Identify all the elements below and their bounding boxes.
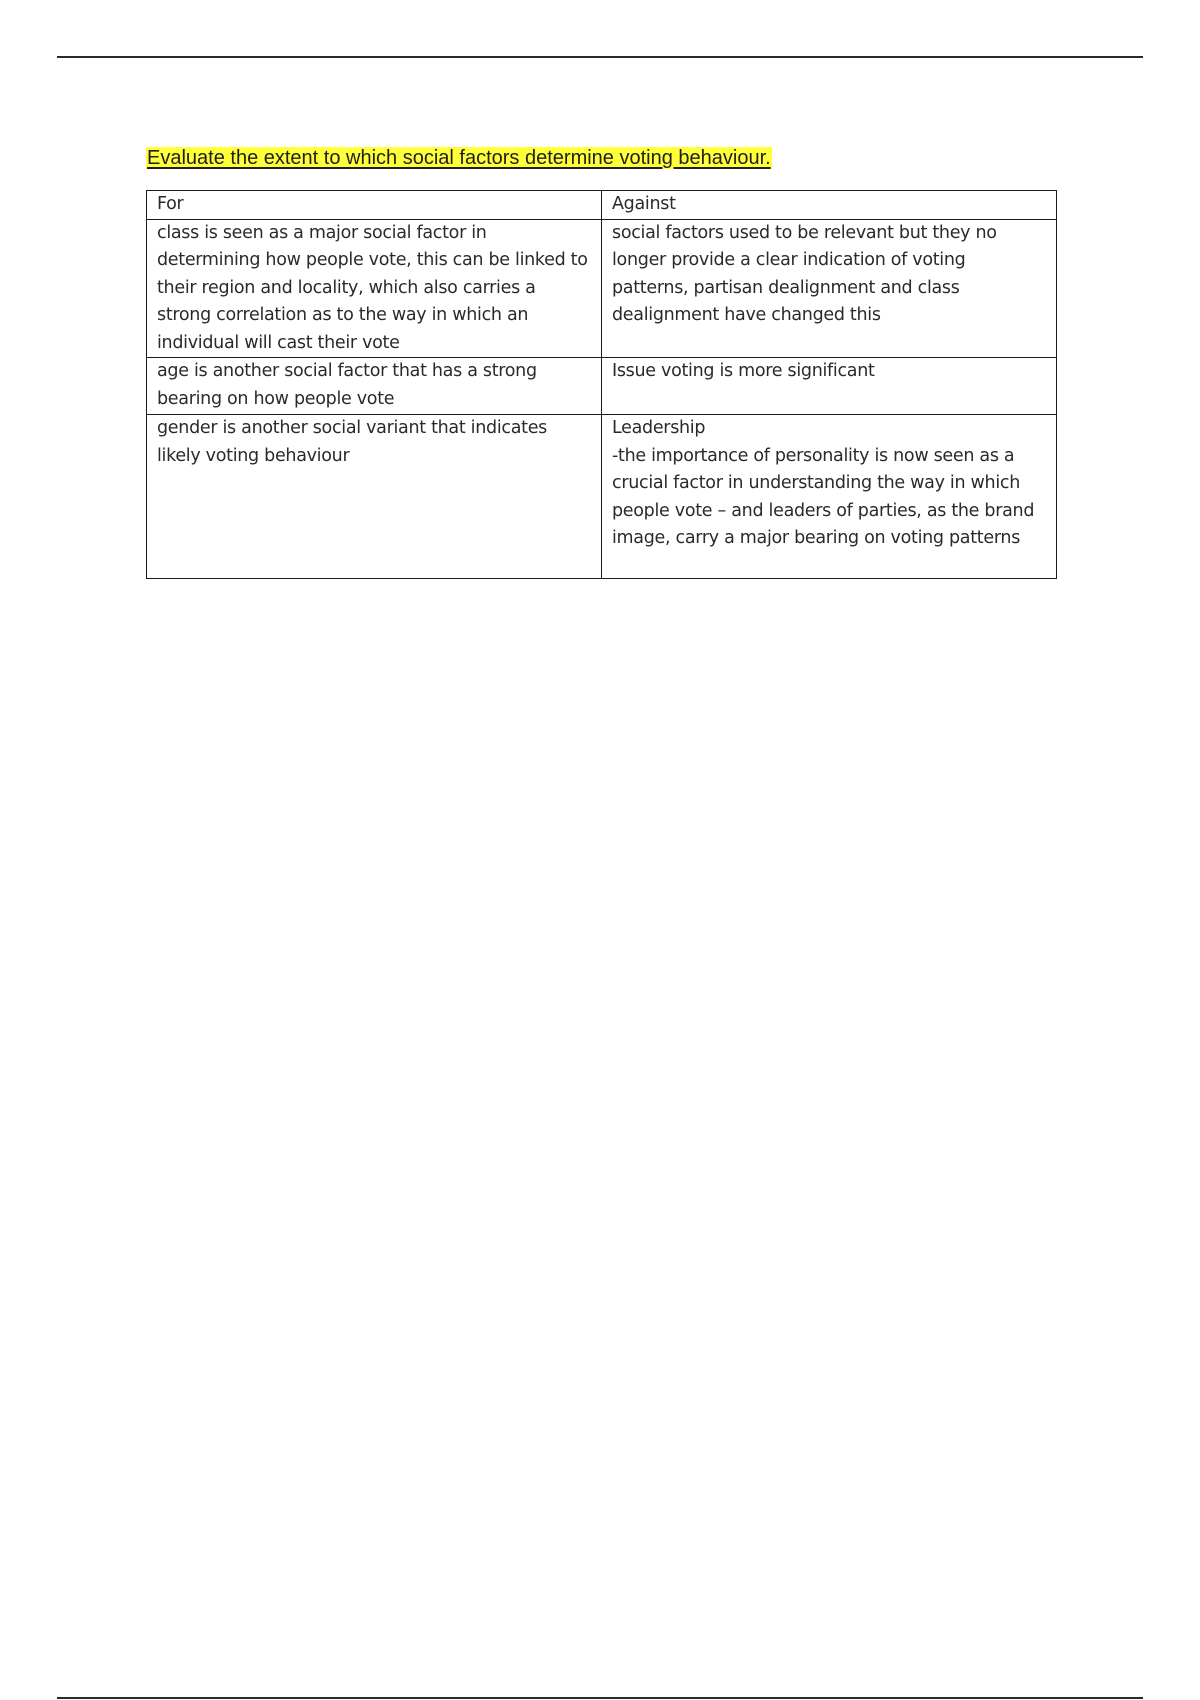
header-against: Against <box>602 191 1057 220</box>
table-row <box>147 219 1057 358</box>
table-row <box>147 415 1057 579</box>
against-cell-dealignment: social factors used to be relevant but they no longer provide a clear indication of voting patterns, partisan dealignment and class dealignment have changed this <box>602 219 1057 358</box>
header-for: For <box>147 191 602 220</box>
for-cell-age: age is another social factor that has a strong bearing on how people vote <box>147 358 602 415</box>
page-bottom-rule <box>57 1697 1143 1699</box>
against-cell-leadership: Leadership -the importance of personality is now seen as a crucial factor in understanding the way in which people vote – and leaders of parties, as the brand image, carry a major bearing on voting patterns <box>602 415 1057 579</box>
table-header-row <box>147 191 1057 220</box>
table-row <box>147 358 1057 415</box>
highlighted-question-text: Evaluate the extent to which social factors determine voting behaviour. <box>147 147 771 169</box>
against-cell-issue-voting: Issue voting is more significant <box>602 358 1057 415</box>
essay-question-heading <box>146 145 772 171</box>
for-cell-class: class is seen as a major social factor in determining how people vote, this can be linked to their region and locality, which also carries a strong correlation as to the way in which an individual will cast their vote <box>147 219 602 358</box>
page-top-rule <box>57 56 1143 58</box>
for-against-table <box>146 190 1057 579</box>
for-cell-gender: gender is another social variant that indicates likely voting behaviour <box>147 415 602 579</box>
